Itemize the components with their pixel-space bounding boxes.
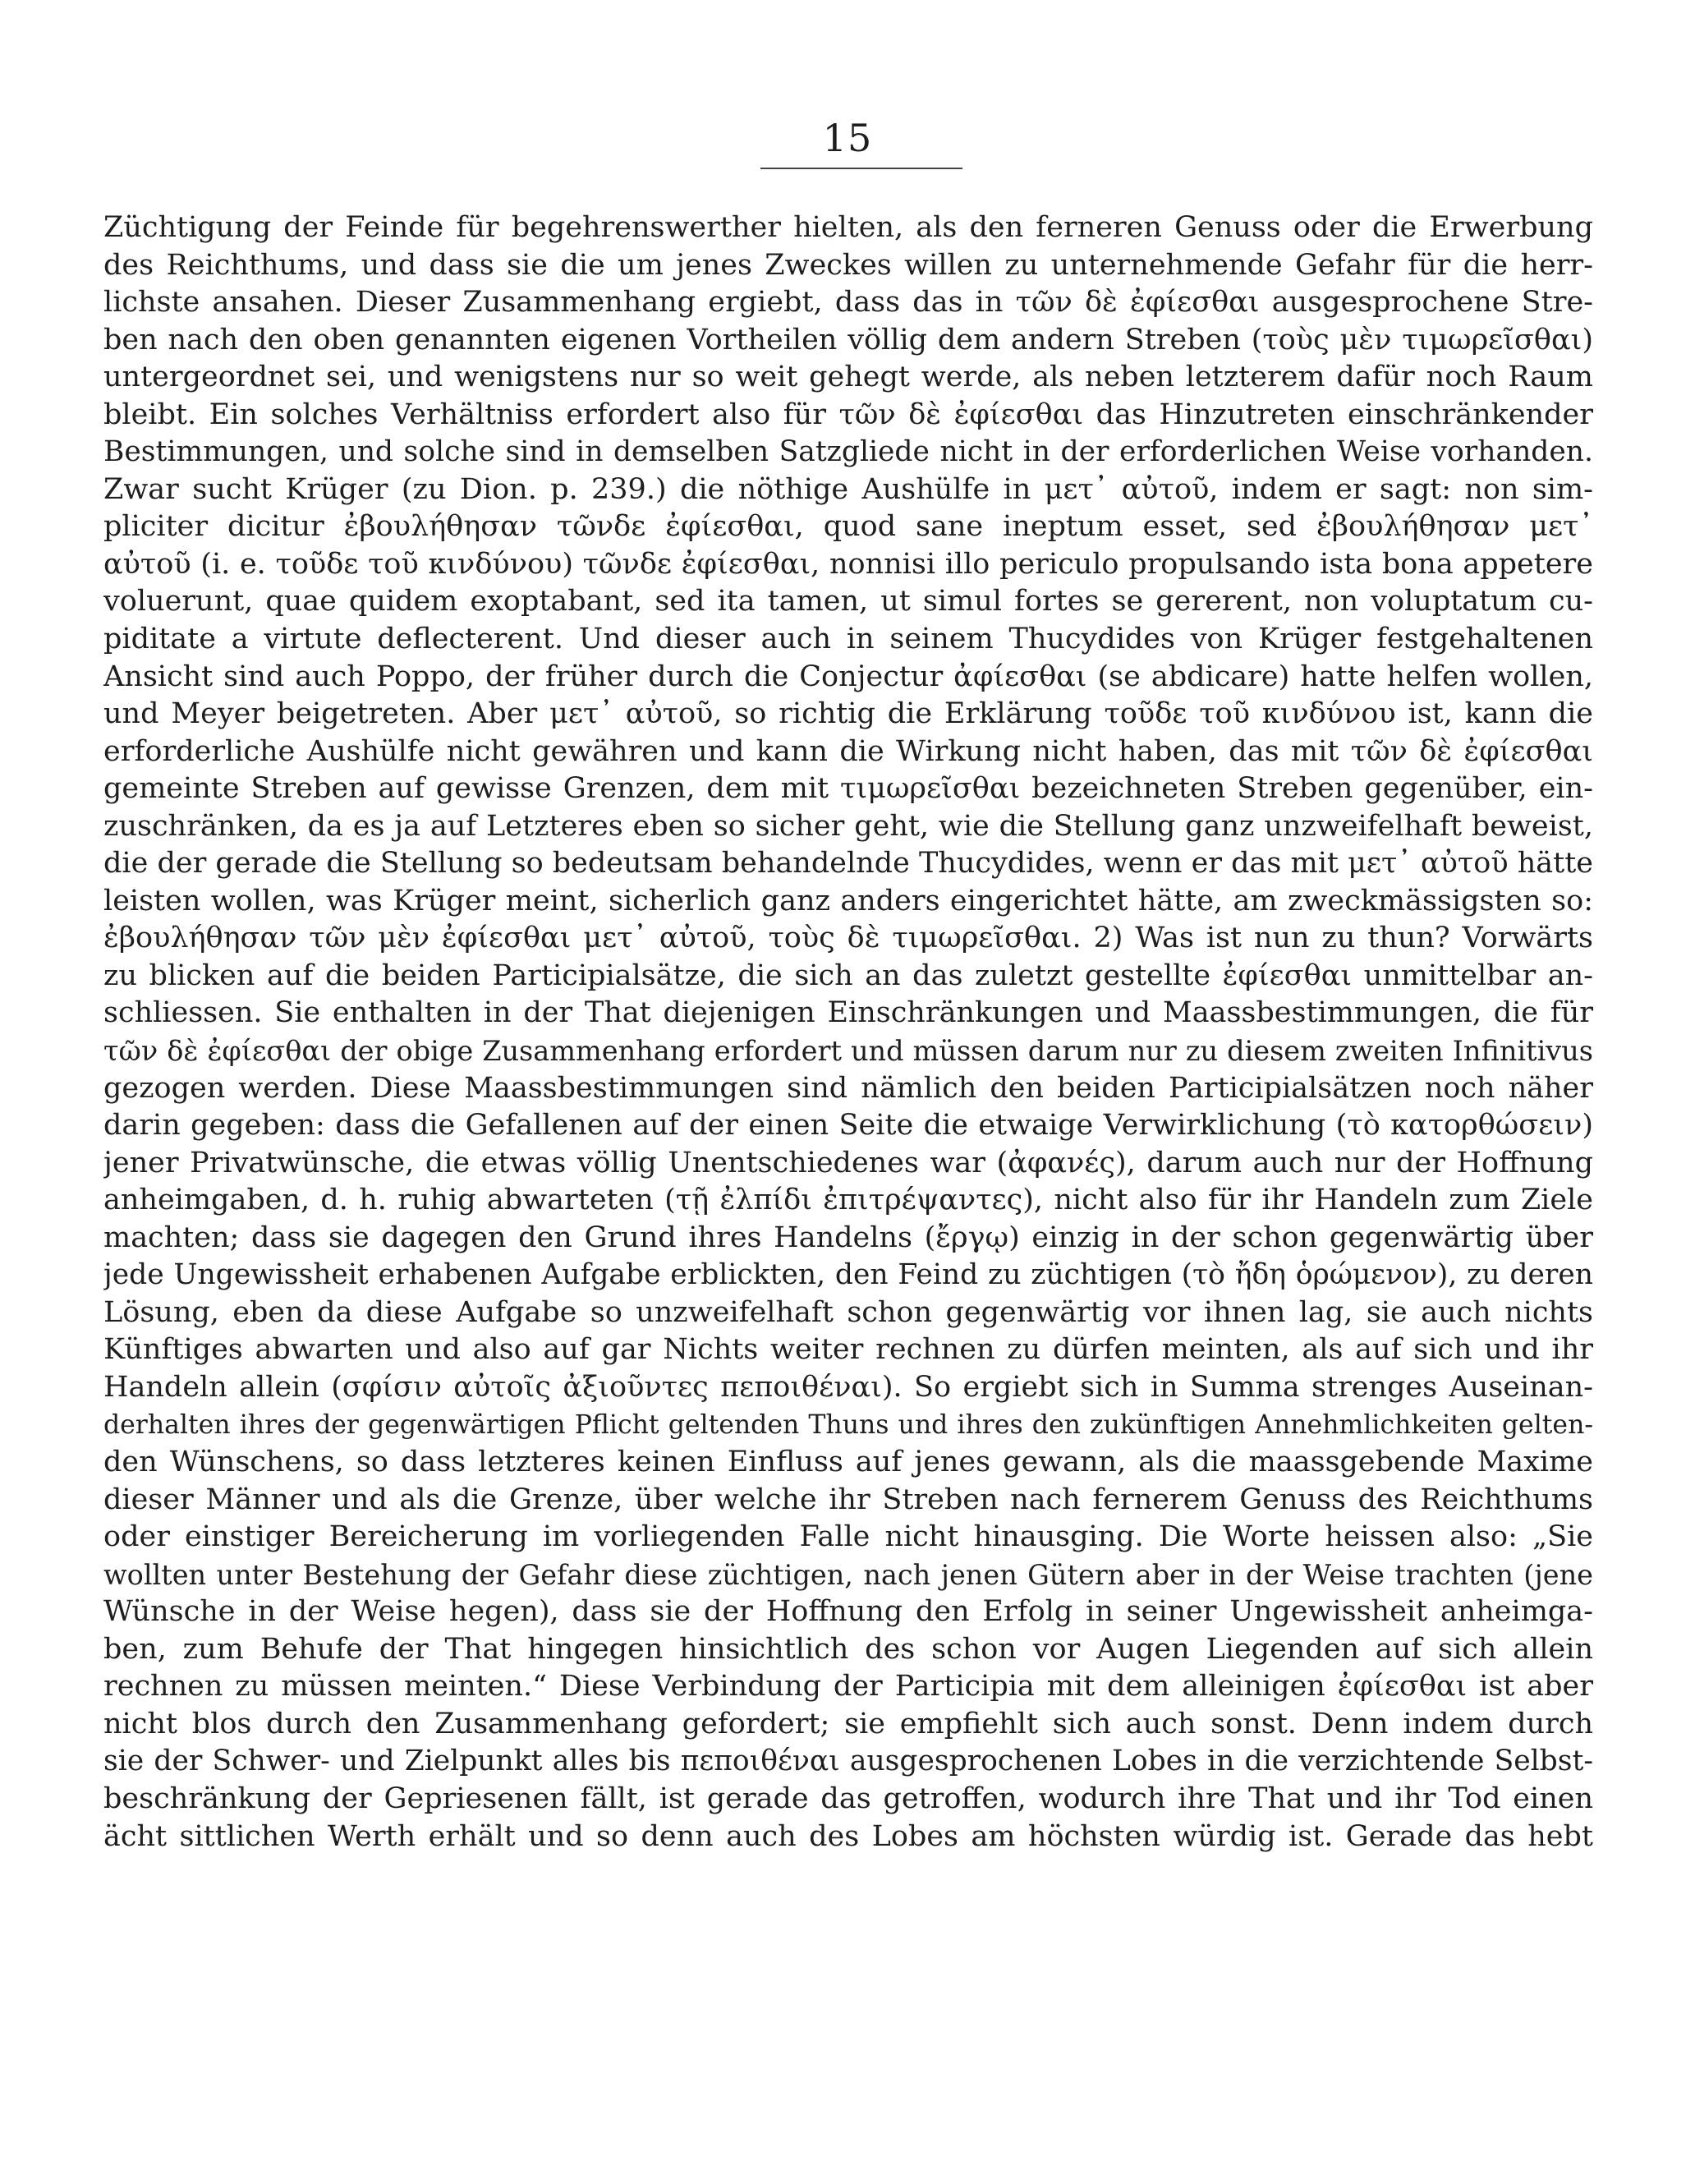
- text-line: wollten unter Bestehung der Gefahr diese züchtigen, nach jenen Gütern aber in der Weise trachten (jene: [103, 1558, 1593, 1591]
- text-line: voluerunt, quae quidem exoptabant, sed ita tamen, ut simul fortes se gererent, non voluptatum cu-: [103, 585, 1593, 618]
- text-line: oder einstiger Bereicherung im vorliegenden Falle nicht hinausging. Die Worte heissen also: „Sie: [103, 1520, 1593, 1554]
- text-line: gezogen werden. Diese Maassbestimmungen sind nämlich den beiden Participialsätzen noch näher: [103, 1071, 1593, 1105]
- text-line: leisten wollen, was Krüger meint, sicherlich ganz anders eingerichtet hätte, am zweckmässigsten so:: [103, 884, 1593, 917]
- text-line: Zwar sucht Krüger (zu Dion. p. 239.) die nöthige Aushülfe in μετ᾽ αὐτοῦ, indem er sagt: non sim-: [103, 472, 1593, 506]
- text-line: machten; dass sie dagegen den Grund ihres Handelns (ἔργῳ) einzig in der schon gegenwärtig über: [103, 1221, 1593, 1254]
- text-line: jede Ungewissheit erhabenen Aufgabe erblickten, den Feind zu züchtigen (τὸ ἤδη ὁρώμενον), zu deren: [103, 1258, 1593, 1292]
- text-line: piditate a virtute deflecterent. Und dieser auch in seinem Thucydides von Krüger festgehaltenen: [103, 623, 1593, 656]
- text-line: gemeinte Streben auf gewisse Grenzen, dem mit τιμωρεῖσθαι bezeichneten Streben gegenüber, ein-: [103, 772, 1593, 806]
- text-line: darin gegeben: dass die Gefallenen auf der einen Seite die etwaige Verwirklichung (τὸ κατορθώσειν): [103, 1109, 1593, 1143]
- text-line: jener Privatwünsche, die etwas völlig Unentschiedenes war (ἀφανές), darum auch nur der Hoffnung: [103, 1146, 1593, 1179]
- text-line: ächt sittlichen Werth erhält und so denn auch des Lobes am höchsten würdig ist. Gerade das hebt: [103, 1819, 1593, 1853]
- text-line: Züchtigung der Feinde für begehrenswerther hielten, als den ferneren Genuss oder die Erwerbung: [103, 211, 1593, 244]
- text-line: pliciter dicitur ἐβουλήθησαν τῶνδε ἐφίεσθαι, quod sane ineptum esset, sed ἐβουλήθησαν μετ᾽: [103, 510, 1593, 544]
- text-line: bleibt. Ein solches Verhältniss erfordert also für τῶν δὲ ἐφίεσθαι das Hinzutreten einschränkender: [103, 398, 1593, 431]
- body-text: [103, 209, 1593, 1855]
- text-line: beschränkung der Gepriesenen fällt, ist gerade das getroffen, wodurch ihre That und ihr Tod einen: [103, 1782, 1593, 1815]
- text-line: anheimgaben, d. h. ruhig abwarteten (τῇ ἐλπίδι ἐπιτρέψαντες), nicht also für ihr Handeln zum Ziele: [103, 1184, 1593, 1217]
- text-line: derhalten ihres der gegenwärtigen Pflicht geltenden Thuns und ihres den zukünftigen Annehmlichkeiten gelten-: [103, 1409, 1593, 1440]
- text-line: Bestimmungen, und solche sind in demselben Satzgliede nicht in der erforderlichen Weise vorhanden.: [103, 435, 1593, 469]
- page-number: 15: [822, 116, 873, 160]
- text-line: zuschränken, da es ja auf Letzteres eben so sicher geht, wie die Stellung ganz unzweifelhaft beweist,: [103, 809, 1593, 843]
- text-line: den Wünschens, so dass letzteres keinen Einfluss auf jenes gewann, als die maassgebende Maxime: [103, 1446, 1593, 1479]
- text-line: Wünsche in der Weise hegen), dass sie der Hoffnung den Erfolg in seiner Ungewissheit anheimga-: [103, 1595, 1593, 1629]
- text-line: ben nach den oben genannten eigenen Vortheilen völlig dem andern Streben (τοὺς μὲν τιμωρεῖσθαι): [103, 323, 1593, 356]
- text-line: und Meyer beigetreten. Aber μετ᾽ αὐτοῦ, so richtig die Erklärung τοῦδε τοῦ κινδύνου ist, kann die: [103, 697, 1593, 731]
- text-line: des Reichthums, und dass sie die um jenes Zweckes willen zu unternehmende Gefahr für die herr-: [103, 248, 1593, 282]
- text-line: rechnen zu müssen meinten.“ Diese Verbindung der Participia mit dem alleinigen ἐφίεσθαι ist aber: [103, 1670, 1593, 1704]
- text-line: die der gerade die Stellung so bedeutsam behandelnde Thucydides, wenn er das mit μετ᾽ αὐτοῦ hätte: [103, 847, 1593, 880]
- text-line: ἐβουλήθησαν τῶν μὲν ἐφίεσθαι μετ᾽ αὐτοῦ, τοὺς δὲ τιμωρεῖσθαι. 2) Was ist nun zu thun? Vorwärts: [103, 922, 1593, 955]
- text-line: αὐτοῦ (i. e. τοῦδε τοῦ κινδύνου) τῶνδε ἐφίεσθαι, nonnisi illo periculo propulsando ista bona appetere: [103, 547, 1593, 581]
- text-line: schliessen. Sie enthalten in der That diejenigen Einschränkungen und Maassbestimmungen, die für: [103, 996, 1593, 1030]
- text-line: nicht blos durch den Zusammenhang gefordert; sie empfiehlt sich auch sonst. Denn indem durch: [103, 1707, 1593, 1740]
- text-line: dieser Männer und als die Grenze, über welche ihr Streben nach fernerem Genuss des Reichthums: [103, 1483, 1593, 1516]
- header-rule: [760, 168, 962, 169]
- text-line: zu blicken auf die beiden Participialsätze, die sich an das zuletzt gestellte ἐφίεσθαι unmittelbar an-: [103, 959, 1593, 992]
- text-line: ben, zum Behufe der That hingegen hinsichtlich des schon vor Augen Liegenden auf sich allein: [103, 1632, 1593, 1666]
- text-line: τῶν δὲ ἐφίεσθαι der obige Zusammenhang erfordert und müssen darum nur zu diesem zweiten Infinitivus: [103, 1035, 1593, 1068]
- text-line: Ansicht sind auch Poppo, der früher durch die Conjectur ἀφίεσθαι (se abdicare) hatte helfen wollen,: [103, 660, 1593, 693]
- text-line: lichste ansahen. Dieser Zusammenhang ergiebt, dass das in τῶν δὲ ἐφίεσθαι ausgesprochene Stre-: [103, 286, 1593, 320]
- text-line: untergeordnet sei, und wenigstens nur so weit gehegt werde, als neben letzterem dafür noch Raum: [103, 361, 1593, 394]
- text-line: sie der Schwer- und Zielpunkt alles bis πεποιθέναι ausgesprochenen Lobes in die verzichtende Selbst-: [103, 1745, 1593, 1778]
- text-line: Lösung, eben da diese Aufgabe so unzweifelhaft schon gegenwärtig vor ihnen lag, sie auch nichts: [103, 1295, 1593, 1329]
- text-line: Handeln allein (σφίσιν αὐτοῖς ἀξιοῦντες πεποιθέναι). So ergiebt sich in Summa strenges Auseinan-: [103, 1370, 1593, 1404]
- text-line: Künftiges abwarten und also auf gar Nichts weiter rechnen zu dürfen meinten, als auf sich und ihr: [103, 1333, 1593, 1367]
- text-line: erforderliche Aushülfe nicht gewähren und kann die Wirkung nicht haben, das mit τῶν δὲ ἐφίεσθαι: [103, 734, 1593, 768]
